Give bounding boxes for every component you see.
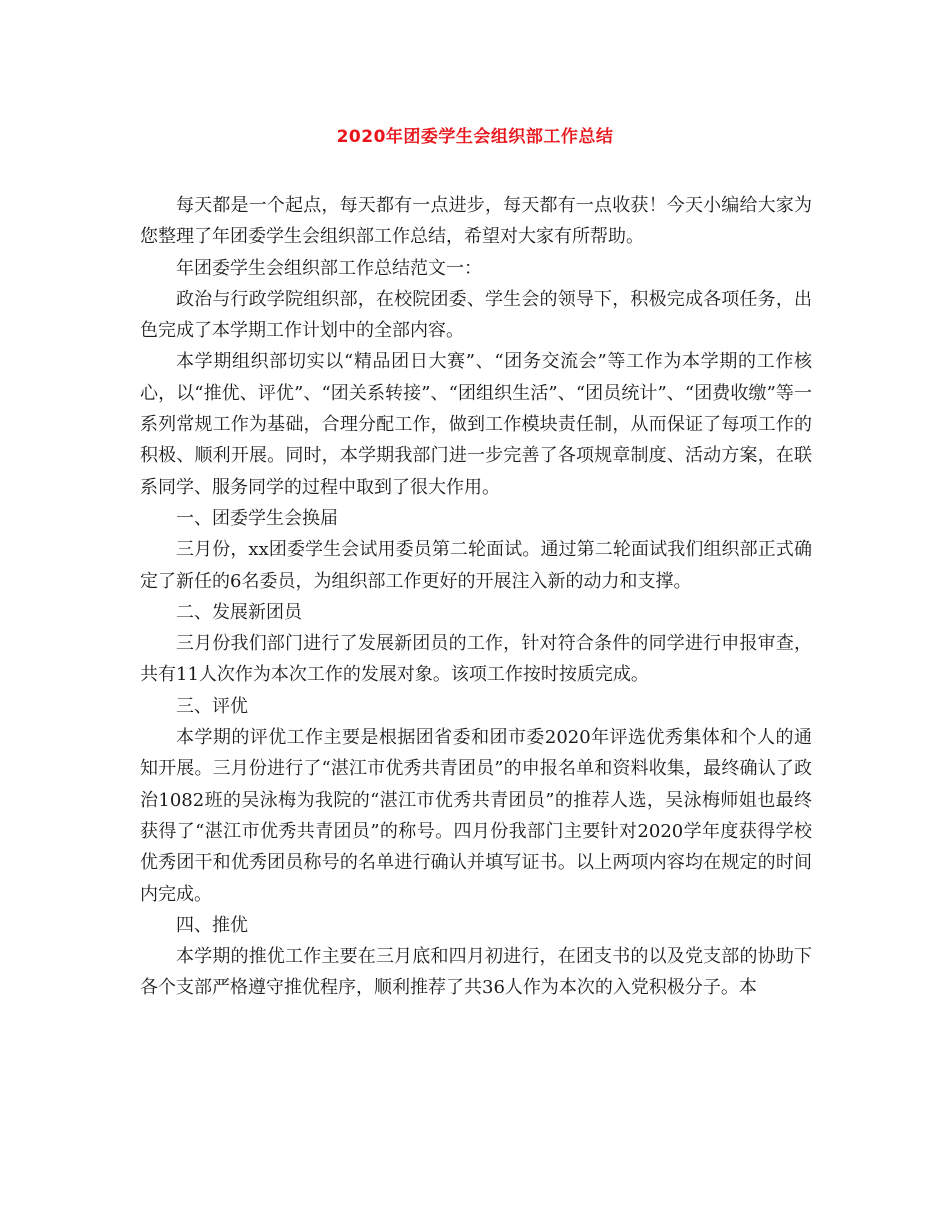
section-heading-4: 四、推优 <box>176 914 248 936</box>
document-title: 2020年团委学生会组织部工作总结 <box>336 127 614 147</box>
paragraph-sample-heading: 年团委学生会组织部工作总结范文一： <box>176 257 482 279</box>
paragraph-work-core: 本学期组织部切实以“精品团日大赛”、“团务交流会”等工作为本学期的工作核心，以“推优、评优”、“团关系转接”、“团组织生活”、“团员统计”、“团费收缴”等一系列常规工作为基础，合理分配工作，做到工作模块责任制，从而保证了每项工作的积极、顺利开展。同时，本学期我部门进一步完善了各项规章制度、活动方案，在联系同学、服务同学的过程中取到了很大作用。 <box>140 351 812 498</box>
paragraph-section-2: 三月份我们部门进行了发展新团员的工作，针对符合条件的同学进行申报审查，共有11人次作为本次工作的发展对象。该项工作按时按质完成。 <box>140 633 812 686</box>
section-heading-1: 一、团委学生会换届 <box>176 507 338 529</box>
paragraph-section-3: 本学期的评优工作主要是根据团省委和团市委2020年评选优秀集体和个人的通知开展。三月份进行了“湛江市优秀共青团员”的申报名单和资料收集，最终确认了政治1082班的吴泳梅为我院的“湛江市优秀共青团员”的推荐人选，吴泳梅师姐也最终获得了“湛江市优秀共青团员”的称号。四月份我部门主要针对2020学年度获得学校优秀团干和优秀团员称号的名单进行确认并填写证书。以上两项内容均在规定的时间内完成。 <box>140 727 812 905</box>
paragraph-intro: 每天都是一个起点，每天都有一点进步，每天都有一点收获！今天小编给大家为您整理了年团委学生会组织部工作总结，希望对大家有所帮助。 <box>140 195 812 248</box>
paragraph-section-1: 三月份，xx团委学生会试用委员第二轮面试。通过第二轮面试我们组织部正式确定了新任的6名委员，为组织部工作更好的开展注入新的动力和支撑。 <box>140 539 812 592</box>
section-heading-3: 三、评优 <box>176 695 248 717</box>
paragraph-overview: 政治与行政学院组织部，在校院团委、学生会的领导下，积极完成各项任务，出色完成了本学期工作计划中的全部内容。 <box>140 288 812 342</box>
section-heading-2: 二、发展新团员 <box>176 601 302 623</box>
paragraph-section-4: 本学期的推优工作主要在三月底和四月初进行，在团支书的以及党支部的协助下各个支部严格遵守推优程序，顺利推荐了共36人作为本次的入党积极分子。本 <box>140 946 812 999</box>
document-body <box>140 190 812 1004</box>
